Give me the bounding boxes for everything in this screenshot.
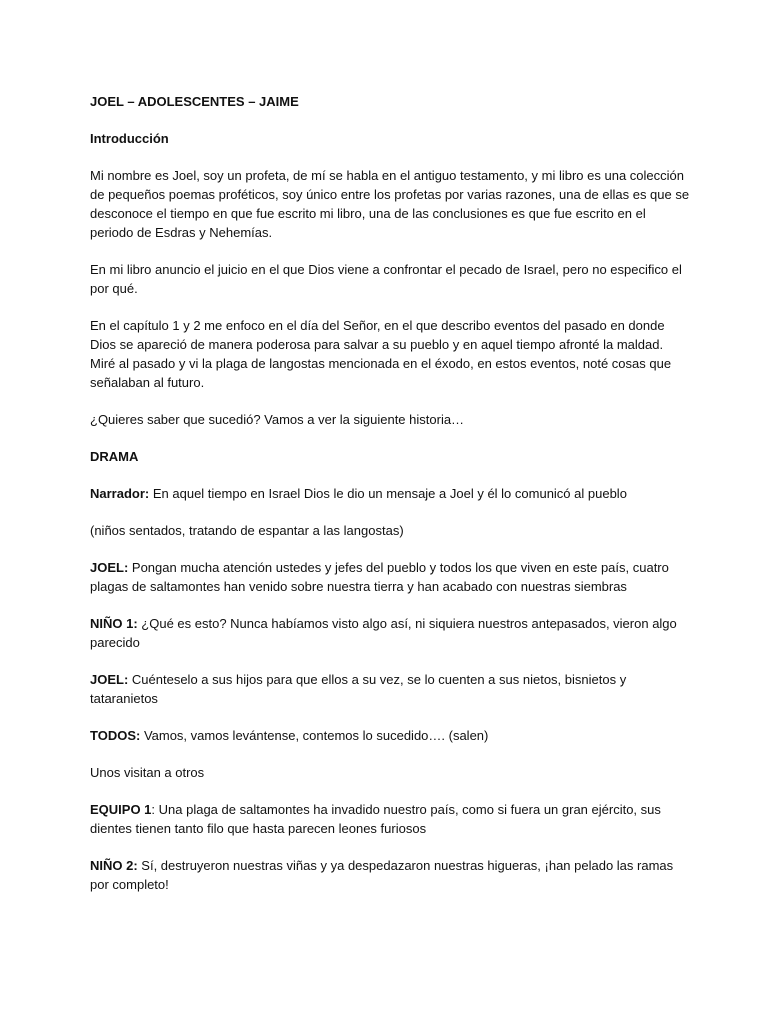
speaker-label: NIÑO 2:: [90, 858, 138, 873]
dialogue-line: [90, 484, 690, 503]
speaker-label: JOEL:: [90, 672, 129, 687]
drama-heading: DRAMA: [90, 449, 139, 464]
intro-paragraph: ¿Quieres saber que sucedió? Vamos a ver la siguiente historia…: [90, 412, 465, 427]
dialogue-line: [90, 558, 690, 596]
intro-paragraph: En el capítulo 1 y 2 me enfoco en el día del Señor, en el que describo eventos del pasado en donde Dios se apareció de manera poderosa para salvar a su pueblo y en aquel tiempo afronté la maldad. Miré al pasado y vi la plaga de langostas mencionada en el éxodo, en estos eventos, noté cosas que señalaban al futuro.: [90, 318, 672, 390]
intro-paragraph: En mi libro anuncio el juicio en el que Dios viene a confrontar el pecado de Israel, pero no especifico el por qué.: [90, 262, 682, 296]
dialogue-line: [90, 800, 690, 838]
speaker-label: TODOS:: [90, 728, 141, 743]
line-text: Sí, destruyeron nuestras viñas y ya despedazaron nuestras higueras, ¡han pelado las ramas por completo!: [90, 858, 674, 892]
document-page: [90, 92, 690, 912]
stage-direction: [90, 521, 690, 540]
speaker-label: JOEL:: [90, 560, 129, 575]
dialogue-line: [90, 856, 690, 894]
line-text: Pongan mucha atención ustedes y jefes del pueblo y todos los que viven en este país, cuatro plagas de saltamontes han venido sobre nuestra tierra y han acabado con nuestras siembras: [90, 560, 669, 594]
document-header: JOEL – ADOLESCENTES – JAIME: [90, 94, 299, 109]
line-text: En aquel tiempo en Israel Dios le dio un mensaje a Joel y él lo comunicó al pueblo: [149, 486, 627, 501]
intro-paragraph: Mi nombre es Joel, soy un profeta, de mí se habla en el antiguo testamento, y mi libro es una colección de pequeños poemas proféticos, soy único entre los profetas por varias razones, una de ellas es que se desconoce el tiempo en que fue escrito mi libro, una de las conclusiones es que fue escrito en el periodo de Esdras y Nehemías.: [90, 168, 690, 240]
speaker-label: EQUIPO 1: [90, 802, 152, 817]
dialogue-line: [90, 614, 690, 652]
intro-heading: Introducción: [90, 131, 169, 146]
line-text: ¿Qué es esto? Nunca habíamos visto algo así, ni siquiera nuestros antepasados, vieron algo parecido: [90, 616, 677, 650]
stage-direction: [90, 763, 690, 782]
line-text: Vamos, vamos levántense, contemos lo sucedido…. (salen): [140, 728, 489, 743]
line-text: Cuénteselo a sus hijos para que ellos a su vez, se lo cuenten a sus nietos, bisnietos y tataranietos: [90, 672, 627, 706]
speaker-label: NIÑO 1:: [90, 616, 138, 631]
line-text: Unos visitan a otros: [90, 765, 205, 780]
line-text: (niños sentados, tratando de espantar a las langostas): [90, 523, 404, 538]
speaker-label: Narrador:: [90, 486, 150, 501]
dialogue-line: [90, 670, 690, 708]
line-text: : Una plaga de saltamontes ha invadido nuestro país, como si fuera un gran ejército, sus dientes tienen tanto filo que hasta parecen leones furiosos: [90, 802, 661, 836]
dialogue-line: [90, 726, 690, 745]
